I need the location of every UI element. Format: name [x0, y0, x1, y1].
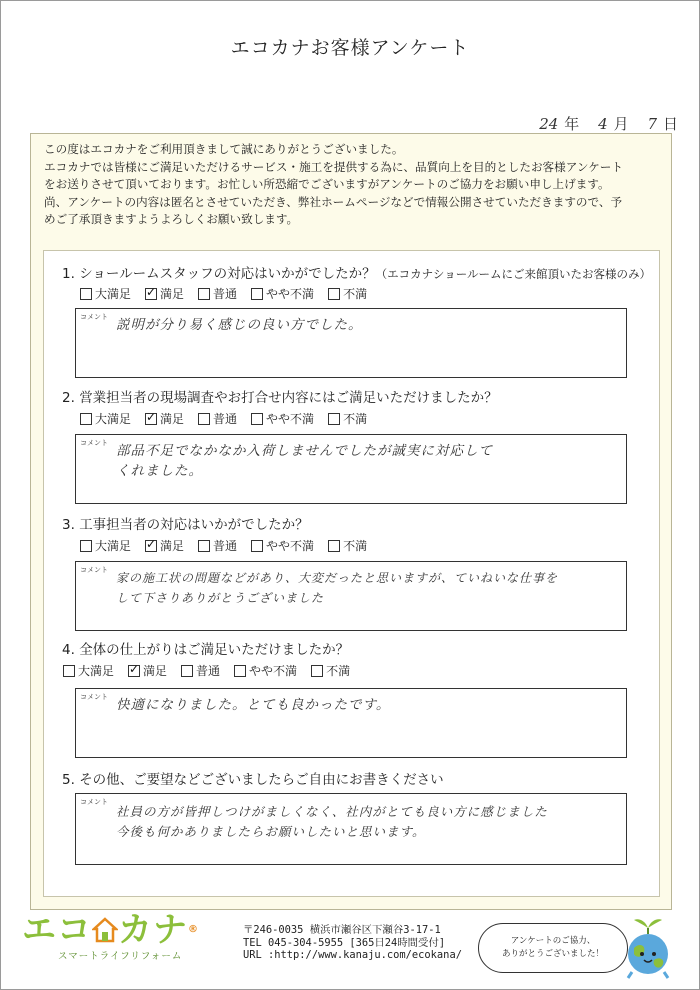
- question-3: [62, 513, 309, 533]
- checkbox[interactable]: [181, 665, 193, 677]
- options-3: [80, 537, 367, 554]
- intro-line: をお送りさせて頂いております。お忙しい所恐縮でございますがアンケートのご協力をお願い申し上げます。: [44, 177, 610, 191]
- question-1: [62, 262, 651, 282]
- question-text: ショールームスタッフの対応はいかがでしたか？: [79, 266, 376, 282]
- checkbox[interactable]: [80, 288, 92, 300]
- question-text: 工事担当者の対応はいかがでしたか？: [79, 517, 309, 533]
- comment-box-2[interactable]: [75, 434, 627, 504]
- comment-box-5[interactable]: [75, 793, 627, 865]
- thanks-speech-bubble: アンケートのご協力、 ありがとうございました！: [478, 923, 628, 973]
- url-line[interactable]: URL :http://www.kanaju.com/ecokana/: [243, 949, 462, 961]
- checkbox-checked[interactable]: [145, 540, 157, 552]
- date-month: 4: [598, 115, 608, 133]
- comment-box-3[interactable]: [75, 561, 627, 631]
- company-logo: [22, 912, 199, 962]
- checkbox[interactable]: [198, 540, 210, 552]
- options-4: [63, 662, 350, 679]
- comment-text: 説明が分り易く感じの良い方でした。: [116, 317, 363, 333]
- option-very-satisfied[interactable]: 大満足: [80, 537, 131, 554]
- option-somewhat-dissatisfied[interactable]: やや不満: [251, 537, 314, 554]
- question-number: 2.: [62, 390, 75, 406]
- date-year-label: 年: [564, 115, 580, 133]
- date-day-label: 日: [662, 115, 678, 133]
- checkbox[interactable]: [80, 540, 92, 552]
- option-dissatisfied[interactable]: 不満: [311, 662, 350, 679]
- checkbox[interactable]: [198, 288, 210, 300]
- checkbox-checked[interactable]: [145, 413, 157, 425]
- comment-tag: コメント: [80, 439, 108, 447]
- comment-tag: コメント: [80, 693, 108, 701]
- intro-line: めご了承頂きますようよろしくお願い致します。: [44, 212, 299, 226]
- phone-line: TEL 045-304-5955 [365日24時間受付]: [243, 936, 446, 949]
- option-very-satisfied[interactable]: 大満足: [63, 662, 114, 679]
- question-2: [62, 386, 498, 406]
- comment-text: 社員の方が皆押しつけがましくなく、社内がとても良い方に感じました 今後も何かありましたらお願いしたいと思います。: [116, 804, 548, 839]
- checkbox[interactable]: [80, 413, 92, 425]
- earth-mascot-icon: [618, 914, 678, 982]
- intro-line: エコカナでは皆様にご満足いただけるサービス・施工を提供する為に、品質向上を目的としたお客様アンケート: [44, 159, 623, 174]
- question-number: 4.: [62, 642, 75, 658]
- intro-line: この度はエコカナをご利用頂きまして誠にありがとうございました。: [44, 142, 404, 156]
- checkbox[interactable]: [234, 665, 246, 677]
- option-very-satisfied[interactable]: 大満足: [80, 410, 131, 427]
- logo-subtitle: スマートライフリフォーム: [58, 951, 183, 962]
- option-satisfied[interactable]: ✓ 満足: [145, 537, 184, 554]
- survey-date: [539, 113, 678, 134]
- comment-tag: コメント: [80, 566, 108, 574]
- option-somewhat-dissatisfied[interactable]: やや不満: [234, 662, 297, 679]
- options-2: [80, 410, 367, 427]
- comment-tag: コメント: [80, 798, 108, 806]
- options-1: [80, 285, 367, 302]
- option-somewhat-dissatisfied[interactable]: やや不満: [251, 410, 314, 427]
- checkbox[interactable]: [251, 540, 263, 552]
- logo-text-right: カナ: [118, 910, 188, 950]
- house-icon: [92, 917, 118, 943]
- checkbox[interactable]: [251, 413, 263, 425]
- checkbox[interactable]: [311, 665, 323, 677]
- checkbox[interactable]: [251, 288, 263, 300]
- checkbox-checked[interactable]: [145, 288, 157, 300]
- question-text: その他、ご要望などございましたらご自由にお書きください: [79, 772, 444, 788]
- checkbox[interactable]: [198, 413, 210, 425]
- comment-text: 部品不足でなかなか入荷しませんでしたが誠実に対応して くれました。: [116, 443, 493, 479]
- date-year: 24: [539, 115, 559, 133]
- option-neutral[interactable]: 普通: [198, 537, 237, 554]
- checkbox[interactable]: [63, 665, 75, 677]
- comment-box-1[interactable]: [75, 308, 627, 378]
- option-neutral[interactable]: 普通: [181, 662, 220, 679]
- checkbox-checked[interactable]: [128, 665, 140, 677]
- option-somewhat-dissatisfied[interactable]: やや不満: [251, 285, 314, 302]
- intro-text: [44, 141, 664, 229]
- comment-tag: コメント: [80, 313, 108, 321]
- option-very-satisfied[interactable]: 大満足: [80, 285, 131, 302]
- intro-line: 尚、アンケートの内容は匿名とさせていただき、弊社ホームページなどで情報公開させていただきますので、予: [44, 194, 623, 209]
- question-5: [62, 768, 444, 788]
- date-month-label: 月: [613, 115, 629, 133]
- comment-box-4[interactable]: [75, 688, 627, 758]
- option-dissatisfied[interactable]: 不満: [328, 285, 367, 302]
- option-satisfied[interactable]: ✓ 満足: [145, 410, 184, 427]
- page-title: エコカナお客様アンケート: [230, 37, 470, 59]
- checkbox[interactable]: [328, 413, 340, 425]
- question-4: [62, 638, 349, 658]
- option-satisfied[interactable]: ✓ 満足: [145, 285, 184, 302]
- checkbox[interactable]: [328, 540, 340, 552]
- checkbox[interactable]: [328, 288, 340, 300]
- logo-text-left: エコ: [22, 910, 92, 950]
- question-text: 全体の仕上がりはご満足いただけましたか？: [79, 642, 350, 658]
- question-note: （エコカナショールームにご来館頂いたお客様のみ）: [375, 267, 651, 281]
- option-neutral[interactable]: 普通: [198, 285, 237, 302]
- option-neutral[interactable]: 普通: [198, 410, 237, 427]
- option-dissatisfied[interactable]: 不満: [328, 537, 367, 554]
- comment-text: 家の施工状の問題などがあり、大変だったと思いますが、ていねいな仕事を して下さりありがとうございました: [116, 571, 559, 605]
- option-satisfied[interactable]: ✓ 満足: [128, 662, 167, 679]
- date-day: 7: [647, 115, 657, 133]
- option-dissatisfied[interactable]: 不満: [328, 410, 367, 427]
- comment-text: 快適になりました。とても良かったです。: [116, 697, 391, 713]
- company-address: [243, 924, 462, 962]
- question-number: 5.: [62, 772, 75, 788]
- question-text: 営業担当者の現場調査やお打合せ内容にはご満足いただけましたか？: [79, 390, 498, 406]
- question-number: 3.: [62, 517, 75, 533]
- question-number: 1.: [62, 266, 75, 282]
- registered-mark-icon: ®: [188, 924, 199, 935]
- address-line: 〒246-0035 横浜市瀬谷区下瀬谷3-17-1: [243, 924, 441, 936]
